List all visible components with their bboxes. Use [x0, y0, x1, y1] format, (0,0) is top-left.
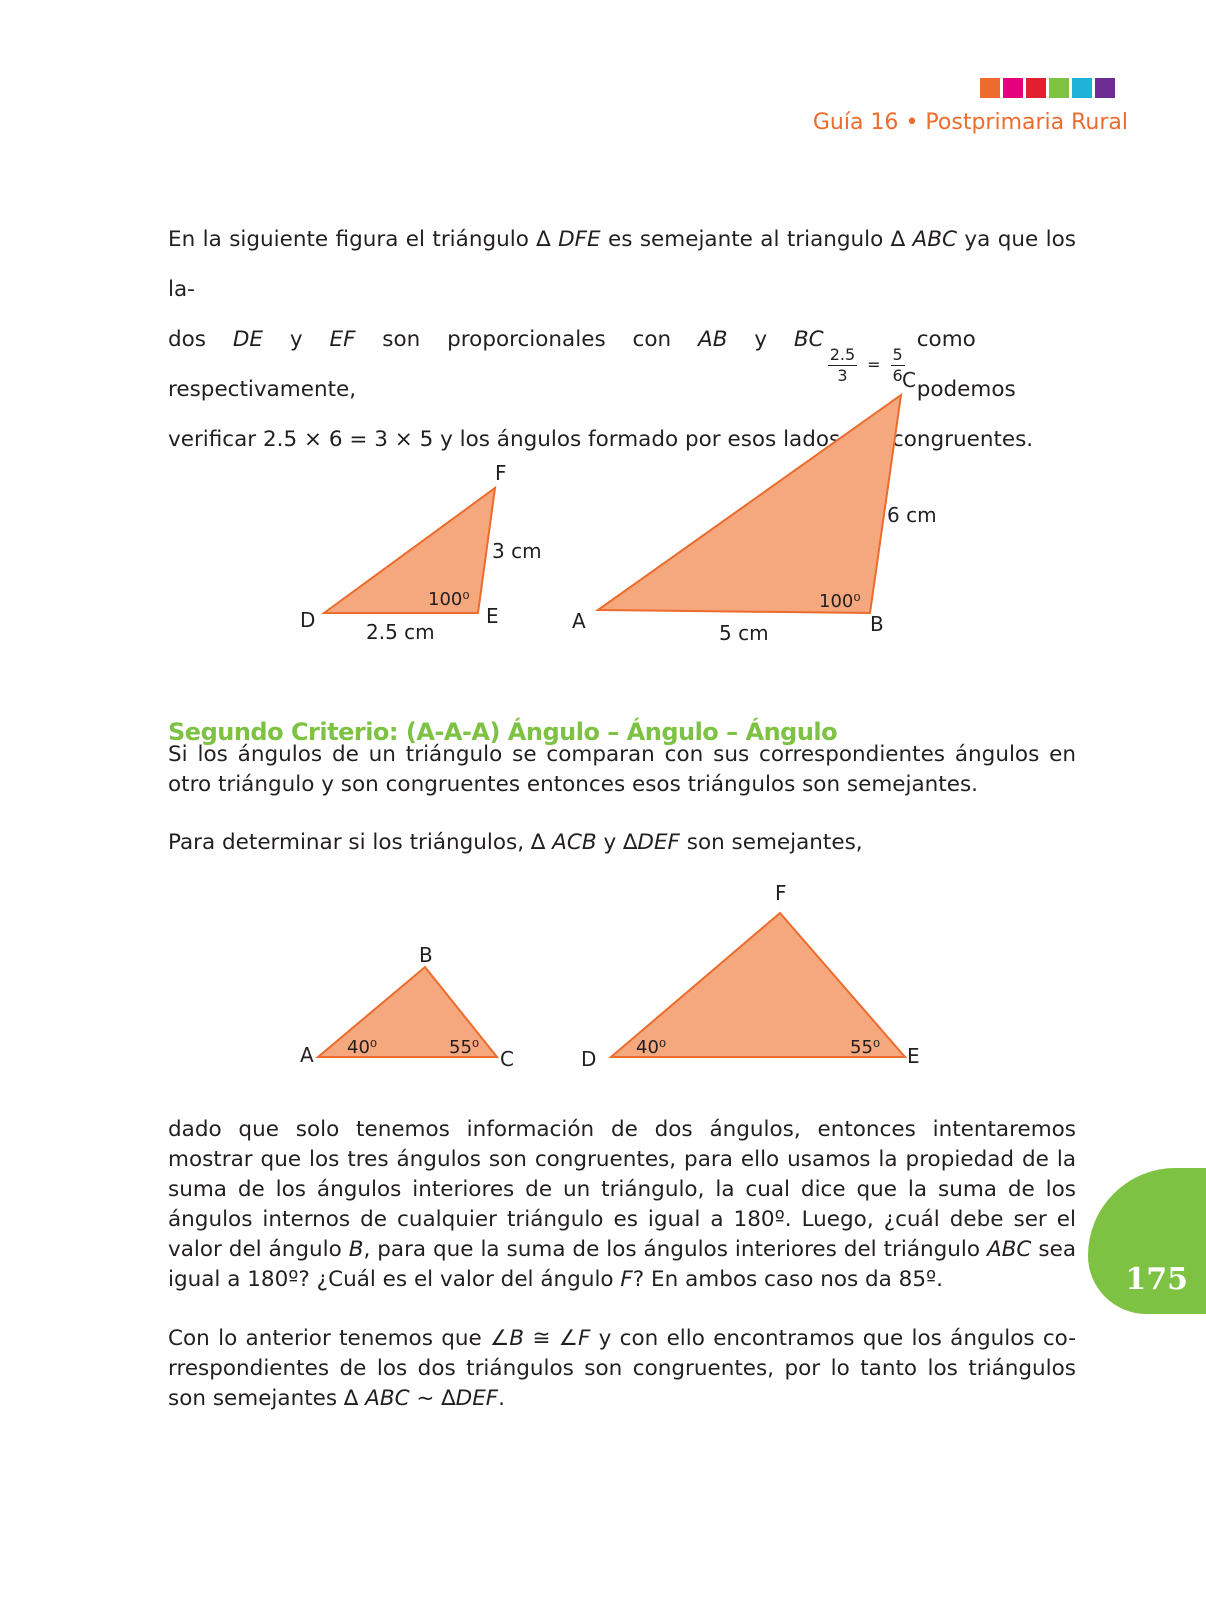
guide-label: Guía 16 — [812, 110, 899, 135]
vertex-b-label-2: B — [419, 943, 433, 967]
color-swatches — [980, 78, 1115, 98]
conclusion-paragraph: Con lo anterior tenemos que ∠B ≅ ∠F y con ello encontramos que los ángulos co-rrespondientes de los dos triángulos son congruentes, por lo tanto los triángulos son semejantes ∆ ABC ~ ∆DEF. — [168, 1326, 1076, 1411]
angle-c-label: 55⁰ — [449, 1037, 480, 1058]
criterion-paragraph: Si los ángulos de un triángulo se comparan con sus correspondientes ángulos en otro triángulo y son congruentes entonces esos triángulos son semejantes. — [168, 742, 1076, 797]
side-de-label: 2.5 cm — [366, 620, 435, 644]
intro-line-2: dos DE y EF son proporcionales con AB y BC respectivamente, $\frac{2.5}{3}$ = $\frac{5}{6}$ como podemos — [168, 327, 1016, 402]
fraction-2-5-over-3: $\frac{2.5}{3}$ — [829, 344, 856, 385]
vertex-c-label-2: C — [500, 1047, 514, 1071]
side-ef-label: 3 cm — [492, 539, 542, 563]
intro-line-1: En la siguiente figura el triángulo ∆ DFE es semejante al triangulo ∆ ABC ya que los la- — [168, 227, 1076, 302]
page-number: 175 — [1125, 1262, 1188, 1297]
swatch-purple — [1095, 78, 1115, 98]
angle-a-label: 40⁰ — [347, 1037, 378, 1058]
explanation-paragraph: dado que solo tenemos información de dos ángulos, entonces intentaremos mostrar que los tres ángulos son congruentes, para ello usamos la propiedad de la suma de los ángulos interiores de un triángulo, la cual dice que la suma de los ángulos internos de cualquier triángulo es igual a 180º. Luego, ¿cuál debe ser el valor del ángulo B, para que la suma de los ángulos interiores del triángulo ABC sea igual a 180º? ¿Cuál es el valor del ángulo F? En ambos caso nos da 85º. — [168, 1117, 1076, 1292]
intro-line-3: verificar 2.5 × 6 = 3 × 5 y los ángulos formado por esos lados son congruentes. — [168, 427, 1034, 452]
running-header — [813, 110, 1128, 135]
angle-d-label: 40⁰ — [636, 1037, 667, 1058]
angle-b-label: 100⁰ — [819, 591, 861, 612]
vertex-d-label: D — [300, 608, 316, 632]
determine-paragraph: Para determinar si los triángulos, ∆ ACB y ∆DEF son semejantes, — [168, 830, 863, 855]
fraction-5-over-6: $\frac{5}{6}$ — [892, 344, 903, 385]
angle-e-label: 100⁰ — [428, 589, 470, 610]
swatch-green — [1049, 78, 1069, 98]
swatch-orange — [980, 78, 1000, 98]
triangle-abc — [598, 395, 901, 613]
swatch-red — [1026, 78, 1046, 98]
vertex-a-label: A — [572, 609, 586, 633]
vertex-b-label: B — [870, 612, 884, 636]
angle-e-label-2: 55⁰ — [850, 1037, 881, 1058]
vertex-f-label-2: F — [775, 881, 787, 905]
vertex-c-label: C — [902, 368, 916, 392]
side-ab-label: 5 cm — [719, 621, 769, 645]
side-bc-label: 6 cm — [887, 503, 937, 527]
vertex-d-label-2: D — [581, 1047, 597, 1071]
triangle-def — [611, 913, 905, 1057]
figure-triangles-aaa — [0, 880, 1206, 1080]
vertex-e-label: E — [486, 604, 499, 628]
vertex-e-label-2: E — [907, 1044, 920, 1068]
section-title: Segundo Criterio: (A-A-A) Ángulo – Ángulo – Ángulo — [168, 718, 838, 746]
program-label: Postprimaria Rural — [925, 110, 1128, 135]
equals-sign: = — [867, 355, 881, 374]
swatch-cyan — [1072, 78, 1092, 98]
swatch-magenta — [1003, 78, 1023, 98]
figure-triangles-lal — [0, 365, 1206, 665]
vertex-f-label: F — [495, 461, 507, 485]
vertex-a-label-2: A — [300, 1043, 314, 1067]
header-bullet: • — [905, 110, 919, 135]
